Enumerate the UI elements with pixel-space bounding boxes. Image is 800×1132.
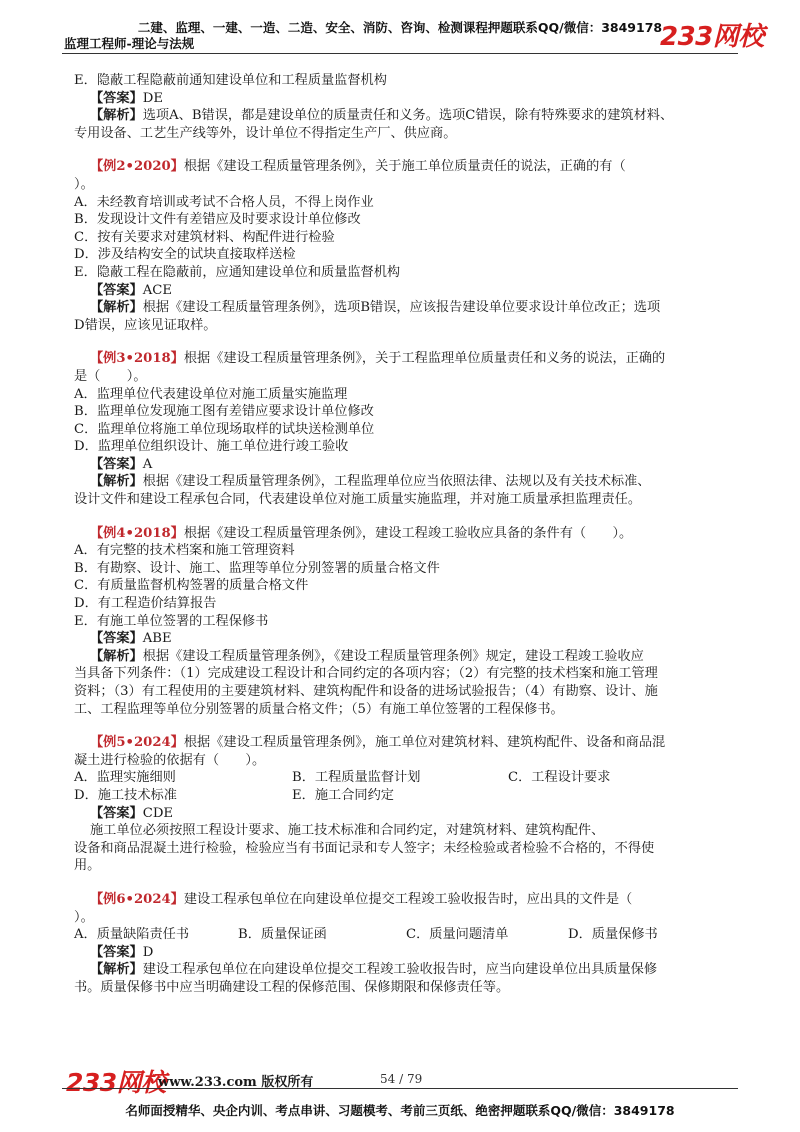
q2-analysis-line bbox=[74, 299, 734, 317]
analysis-text: 根据《建设工程质量管理条例》，选项B错误，应该报告建设单位要求设计单位改正；选项 bbox=[142, 300, 661, 316]
answer-label: 【答案】 bbox=[90, 90, 143, 106]
q6-stem bbox=[74, 891, 734, 909]
q4-answer bbox=[74, 630, 734, 648]
q5-option-b: B．工程质量监督计划 bbox=[292, 770, 421, 786]
q6-analysis-line bbox=[74, 961, 734, 979]
brand-logo: 233网校 bbox=[660, 22, 764, 52]
answer-value: CDE bbox=[142, 805, 174, 821]
q5-analysis-line: 用。 bbox=[74, 858, 101, 874]
answer-value: DE bbox=[142, 90, 163, 106]
q5-analysis-line: 施工单位必须按照工程设计要求、施工技术标准和合同约定，对建筑材料、建筑构配件、 bbox=[90, 823, 605, 839]
q4-option-d: D．有工程造价结算报告 bbox=[74, 596, 217, 612]
analysis-text: 建设工程承包单位在向建设单位提交工程竣工验收报告时，应当向建设单位出具质量保修 bbox=[142, 962, 658, 978]
q6-option-b: B．质量保证函 bbox=[238, 927, 327, 943]
q2-option-d: D．涉及结构安全的试块直接取样送检 bbox=[74, 247, 296, 263]
q5-stem bbox=[74, 734, 734, 752]
q2-option-e: E．隐蔽工程在隐蔽前，应通知建设单位和质量监督机构 bbox=[74, 264, 401, 280]
prev-analysis-line: 专用设备、工艺生产线等外，设计单位不得指定生产厂、供应商。 bbox=[74, 125, 457, 141]
q3-option-d: D．监理单位组织设计、施工单位进行竣工验收 bbox=[74, 439, 349, 455]
q2-tag: 【例2•2020】 bbox=[90, 159, 184, 175]
analysis-text: 选项A、B错误，都是建设单位的质量责任和义务。选项C错误，除有特殊要求的建筑材料、 bbox=[142, 108, 674, 124]
answer-label: 【答案】 bbox=[90, 282, 143, 298]
q2-stem-cont: ）。 bbox=[74, 176, 94, 192]
footer-divider bbox=[62, 1088, 738, 1089]
q4-stem-text: 根据《建设工程质量管理条例》，建设工程竣工验收应具备的条件有（ ）。 bbox=[183, 525, 633, 541]
page-content bbox=[74, 72, 734, 997]
q3-tag: 【例3•2018】 bbox=[90, 351, 184, 367]
analysis-label: 【解析】 bbox=[90, 300, 143, 316]
q5-option-d: D．施工技术标准 bbox=[74, 787, 177, 803]
footer-logo: 233网校 bbox=[66, 1068, 166, 1097]
footer-site-text: www.233.com 版权所有 bbox=[158, 1075, 314, 1090]
analysis-label: 【解析】 bbox=[90, 962, 143, 978]
answer-value: A bbox=[142, 456, 153, 472]
q4-analysis-line: 当具备下列条件：（1）完成建设工程设计和合同约定的各项内容；（2）有完整的技术档案和施工管理 bbox=[74, 666, 658, 682]
prev-option-e: E．隐蔽工程隐蔽前通知建设单位和工程质量监督机构 bbox=[74, 73, 387, 88]
q4-analysis-line: 资料；（3）有工程使用的主要建筑材料、建筑构配件和设备的进场试验报告；（4）有勘察、设计、施 bbox=[74, 684, 658, 699]
answer-label: 【答案】 bbox=[90, 456, 143, 472]
answer-value: ABE bbox=[142, 631, 172, 647]
q5-answer bbox=[74, 805, 734, 823]
answer-value: ACE bbox=[142, 282, 172, 298]
q4-stem bbox=[74, 525, 734, 543]
q4-analysis-line bbox=[74, 648, 734, 666]
page-number: 54 / 79 bbox=[380, 1072, 423, 1086]
q2-stem bbox=[74, 158, 734, 176]
q3-option-c: C．监理单位将施工单位现场取样的试块送检测单位 bbox=[74, 421, 375, 437]
analysis-label: 【解析】 bbox=[90, 648, 143, 664]
q5-option-e: E．施工合同约定 bbox=[292, 787, 394, 803]
answer-value: D bbox=[142, 944, 154, 960]
q5-option-c: C．工程设计要求 bbox=[508, 770, 611, 786]
q6-analysis-line: 书。质量保修书中应当明确建设工程的保修范围、保修期限和保修责任等。 bbox=[74, 979, 510, 995]
analysis-text: 根据《建设工程质量管理条例》，工程监理单位应当依照法律、法规以及有关技术标准、 bbox=[142, 474, 651, 490]
q3-option-a: A．监理单位代表建设单位对施工质量实施监理 bbox=[74, 386, 348, 402]
q6-option-a: A．质量缺陷责任书 bbox=[74, 927, 190, 943]
q6-options-row bbox=[74, 926, 734, 944]
answer-label: 【答案】 bbox=[90, 805, 143, 821]
prev-analysis-line bbox=[74, 107, 734, 125]
q5-options-row bbox=[74, 787, 734, 805]
q4-analysis-line: 工、工程监理等单位分别签署的质量合格文件；（5）有施工单位签署的工程保修书。 bbox=[74, 701, 564, 717]
header-ad-text: 二建、监理、一建、一造、二造、安全、消防、咨询、检测课程押题联系QQ/微信：3849178 bbox=[137, 20, 663, 35]
q5-option-a: A．监理实施细则 bbox=[74, 770, 176, 786]
q2-option-b: B．发现设计文件有差错应及时要求设计单位修改 bbox=[74, 212, 361, 228]
q5-options-row bbox=[74, 769, 734, 787]
q3-stem-text: 根据《建设工程质量管理条例》，关于工程监理单位质量责任和义务的说法，正确的 bbox=[183, 351, 666, 367]
header-divider bbox=[62, 53, 738, 54]
q2-stem-text: 根据《建设工程质量管理条例》，关于施工单位质量责任的说法，正确的有（ bbox=[183, 159, 626, 175]
q5-analysis-line: 设备和商品混凝土进行检验，检验应当有书面记录和专人签字；未经检验或者检验不合格的，不得使 bbox=[74, 840, 655, 856]
answer-label: 【答案】 bbox=[90, 944, 143, 960]
q2-option-a: A．未经教育培训或考试不合格人员，不得上岗作业 bbox=[74, 194, 374, 210]
q4-option-c: C．有质量监督机构签署的质量合格文件 bbox=[74, 578, 309, 594]
q2-option-c: C．按有关要求对建筑材料、构配件进行检验 bbox=[74, 229, 335, 245]
q6-answer bbox=[74, 944, 734, 962]
q3-option-b: B．监理单位发现施工图有差错应要求设计单位修改 bbox=[74, 404, 374, 420]
q6-stem-text: 建设工程承包单位在向建设单位提交工程竣工验收报告时，应出具的文件是（ bbox=[183, 891, 633, 907]
q5-tag: 【例5•2024】 bbox=[90, 735, 184, 751]
q3-analysis-line: 设计文件和建设工程承包合同，代表建设单位对施工质量实施监理，并对施工质量承担监理责任。 bbox=[74, 492, 642, 508]
q2-answer bbox=[74, 282, 734, 300]
q6-option-d: D．质量保修书 bbox=[568, 927, 658, 943]
analysis-label: 【解析】 bbox=[90, 474, 143, 490]
q3-stem-cont: 是（ ）。 bbox=[74, 368, 147, 384]
q2-analysis-line: D错误，应该见证取样。 bbox=[74, 317, 217, 333]
q5-stem-text: 根据《建设工程质量管理条例》，施工单位对建筑材料、建筑构配件、设备和商品混 bbox=[183, 735, 666, 751]
analysis-text: 根据《建设工程质量管理条例》，《建设工程质量管理条例》规定，建设工程竣工验收应 bbox=[142, 648, 644, 664]
prev-answer bbox=[74, 90, 734, 108]
header-subtitle: 监理工程师-理论与法规 bbox=[64, 36, 195, 51]
answer-label: 【答案】 bbox=[90, 631, 143, 647]
q4-option-e: E．有施工单位签署的工程保修书 bbox=[74, 613, 269, 629]
q6-option-c: C．质量问题清单 bbox=[406, 927, 509, 943]
q4-option-b: B．有勘察、设计、施工、监理等单位分别签署的质量合格文件 bbox=[74, 560, 440, 576]
q4-tag: 【例4•2018】 bbox=[90, 525, 184, 541]
q3-answer bbox=[74, 456, 734, 474]
q3-stem bbox=[74, 350, 734, 368]
q6-tag: 【例6•2024】 bbox=[90, 891, 184, 907]
q5-stem-cont: 凝土进行检验的依据有（ ）。 bbox=[74, 752, 266, 768]
q3-analysis-line bbox=[74, 473, 734, 491]
analysis-label: 【解析】 bbox=[90, 108, 143, 124]
q6-stem-cont: ）。 bbox=[74, 909, 94, 925]
q4-option-a: A．有完整的技术档案和施工管理资料 bbox=[74, 543, 295, 559]
footer-ad-text: 名师面授精华、央企内训、考点串讲、习题模考、考前三页纸、绝密押题联系QQ/微信：3849178 bbox=[125, 1103, 675, 1118]
